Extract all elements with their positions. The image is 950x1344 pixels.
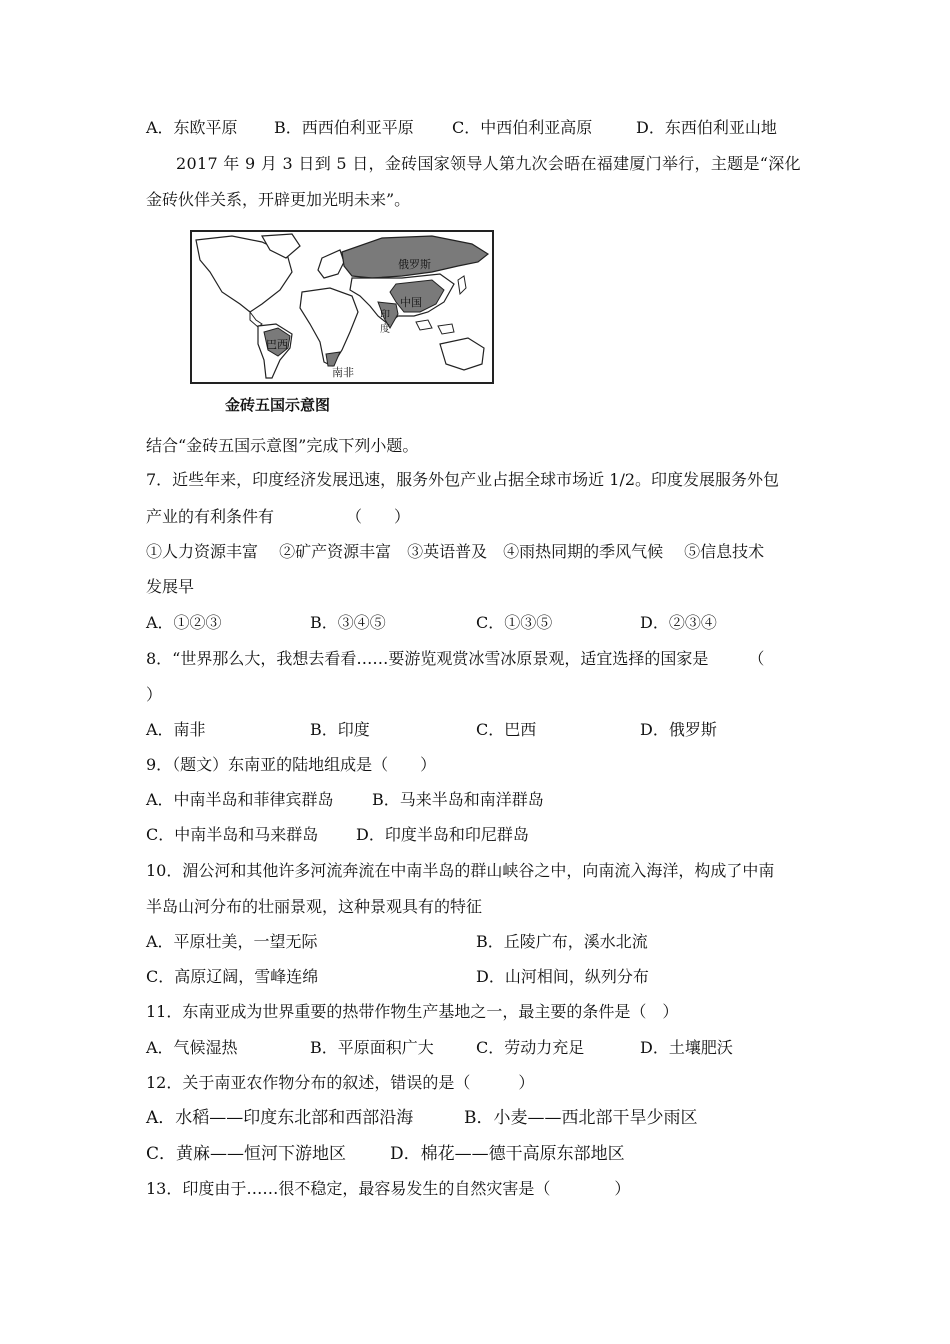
q13-stem: 13．印度由于……很不稳定，最容易发生的自然灾害是（ ）	[146, 1179, 631, 1198]
q6-option-c: C．中西伯利亚高原	[452, 118, 593, 137]
passage-line-2: 金砖伙伴关系，开辟更加光明未来”。	[146, 190, 411, 209]
map-caption: 金砖五国示意图	[225, 396, 331, 414]
southeast-asia-islands-shape	[416, 320, 432, 330]
q8-option-d: D．俄罗斯	[640, 720, 717, 739]
australia-shape	[440, 338, 484, 370]
q7-option-a: A．①②③	[146, 613, 222, 632]
q9-option-c: C．中南半岛和马来群岛	[146, 825, 319, 844]
q12-option-a: A．水稻——印度东北部和西部沿海	[146, 1108, 414, 1128]
central-america-shape	[250, 312, 262, 327]
q7-conditions-line-2: 发展早	[146, 577, 195, 596]
q10-option-a: A．平原壮美，一望无际	[146, 932, 318, 951]
q11-option-d: D．土壤肥沃	[640, 1038, 733, 1057]
japan-shape	[458, 276, 466, 294]
q6-option-d: D．东西伯利亚山地	[636, 118, 777, 137]
q10-option-d: D．山河相间，纵列分布	[476, 967, 649, 986]
world-map-figure	[192, 232, 492, 382]
q8-option-a: A．南非	[146, 720, 206, 739]
q7-conditions-line-1: ①人力资源丰富 ②矿产资源丰富 ③英语普及 ④雨热同期的季风气候 ⑤信息技术	[146, 542, 765, 561]
q12-option-d: D．棉花——德干高原东部地区	[390, 1144, 625, 1164]
q11-stem: 11．东南亚成为世界重要的热带作物生产基地之一，最主要的条件是（ ）	[146, 1002, 679, 1021]
q10-stem-line-1: 10．湄公河和其他许多河流奔流在中南半岛的群山峡谷之中，向南流入海洋，构成了中南	[146, 861, 775, 880]
q9-stem: 9．（题文）东南亚的陆地组成是（ ）	[146, 755, 437, 774]
q11-option-b: B．平原面积广大	[310, 1038, 434, 1057]
map-label-china: 中国	[400, 296, 422, 309]
q7-option-c: C．①③⑤	[476, 613, 553, 632]
map-label-brazil: 巴西	[266, 338, 288, 351]
q9-option-b: B．马来半岛和南洋群岛	[372, 790, 544, 809]
q10-option-c: C．高原辽阔，雪峰连绵	[146, 967, 319, 986]
q9-option-a: A．中南半岛和菲律宾群岛	[146, 790, 334, 809]
q7-stem-line-2: 产业的有利条件有 （ ）	[146, 507, 411, 526]
map-label-india-top: 印	[380, 310, 390, 321]
q7-option-d: D．②③④	[640, 613, 717, 632]
q11-option-a: A．气候湿热	[146, 1038, 238, 1057]
map-label-south-africa: 南非	[332, 366, 354, 379]
q6-option-a: A．东欧平原	[146, 118, 238, 137]
q8-option-c: C．巴西	[476, 720, 537, 739]
q7-stem-line-1: 7．近些年来，印度经济发展迅速，服务外包产业占据全球市场近 1/2。印度发展服务外包	[146, 470, 780, 489]
q11-option-c: C．劳动力充足	[476, 1038, 585, 1057]
brics-map	[190, 230, 494, 384]
q8-stem-line-1: 8．“世界那么大，我想去看看……要游览观赏冰雪冰原景观，适宜选择的国家是 （	[146, 649, 765, 668]
q10-option-b: B．丘陵广布，溪水北流	[476, 932, 648, 951]
passage-line-1: 2017 年 9 月 3 日到 5 日，金砖国家领导人第九次会晤在福建厦门举行，主题是“深化	[176, 154, 801, 173]
map-label-india-bottom: 度	[380, 324, 390, 335]
q12-option-b: B．小麦——西北部干旱少雨区	[464, 1108, 698, 1128]
intro-text: 结合“金砖五国示意图”完成下列小题。	[146, 436, 419, 455]
q10-stem-line-2: 半岛山河分布的壮丽景观，这种景观具有的特征	[146, 897, 483, 916]
q8-option-b: B．印度	[310, 720, 370, 739]
map-label-russia: 俄罗斯	[398, 258, 431, 271]
q7-option-b: B．③④⑤	[310, 613, 386, 632]
q12-stem: 12．关于南亚农作物分布的叙述，错误的是（ ）	[146, 1073, 535, 1092]
q9-option-d: D．印度半岛和印尼群岛	[356, 825, 529, 844]
europe-shape	[318, 250, 344, 278]
q8-stem-line-2: ）	[146, 685, 163, 704]
q12-option-c: C．黄麻——恒河下游地区	[146, 1144, 347, 1164]
indonesia-shape	[438, 324, 454, 334]
q6-option-b: B．西西伯利亚平原	[274, 118, 414, 137]
